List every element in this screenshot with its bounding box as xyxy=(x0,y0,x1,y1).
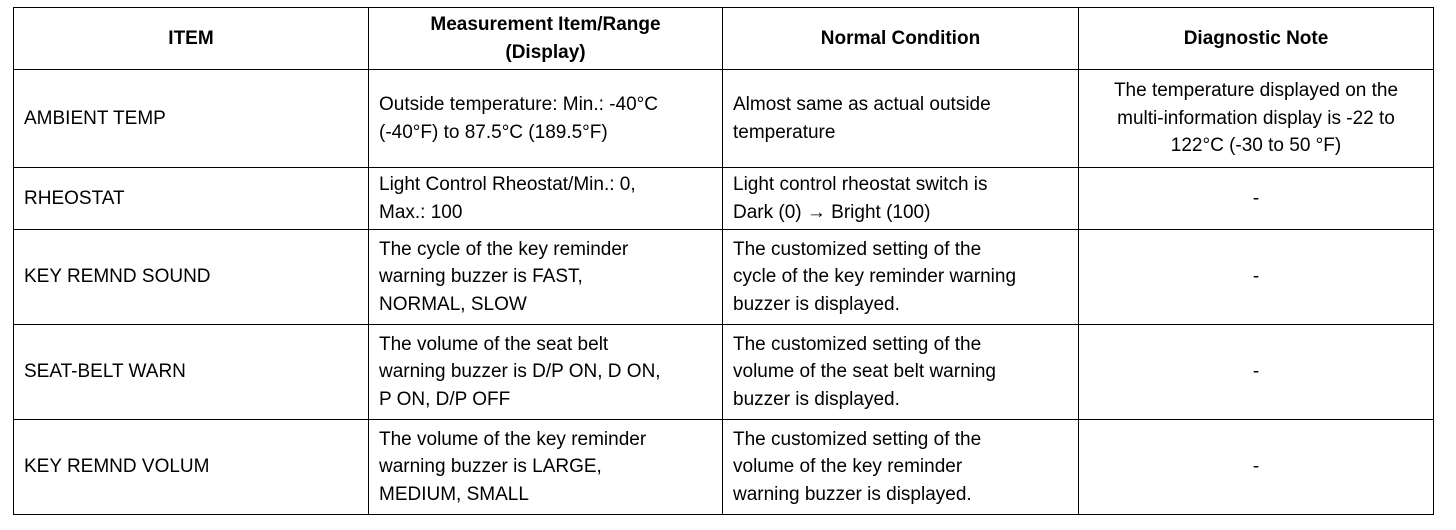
header-normal-condition: Normal Condition xyxy=(723,8,1079,70)
header-measurement-line: (Display) xyxy=(505,41,586,63)
diagnostic-note-cell: - xyxy=(1079,168,1434,230)
diagnostic-table-container xyxy=(13,7,1434,515)
item-cell: SEAT-BELT WARN xyxy=(14,325,369,420)
diagnostic-note-cell: - xyxy=(1079,230,1434,325)
item-cell: KEY REMND SOUND xyxy=(14,230,369,325)
header-measurement-line: Measurement Item/Range xyxy=(430,14,661,35)
diagnostic-note-cell: The temperature displayed on the multi-information display is -22 to 122°C (-30 to 50 °F) xyxy=(1079,70,1434,168)
item-cell: AMBIENT TEMP xyxy=(14,70,369,168)
header-row xyxy=(14,8,1434,70)
item-cell: RHEOSTAT xyxy=(14,168,369,230)
normal-condition-cell: The customized setting of the volume of the seat belt warning buzzer is displayed. xyxy=(723,325,1079,420)
header-diagnostic-note: Diagnostic Note xyxy=(1079,8,1434,70)
diagnostic-note-cell: - xyxy=(1079,420,1434,515)
diagnostic-note-cell: - xyxy=(1079,325,1434,420)
diagnostic-table xyxy=(13,7,1434,515)
table-row xyxy=(14,70,1434,168)
header-measurement xyxy=(369,8,723,70)
table-row xyxy=(14,325,1434,420)
normal-condition-cell: Almost same as actual outside temperature xyxy=(723,70,1079,168)
header-item: ITEM xyxy=(14,8,369,70)
table-row xyxy=(14,230,1434,325)
measurement-cell: The volume of the key reminder warning buzzer is LARGE, MEDIUM, SMALL xyxy=(369,420,723,515)
normal-condition-cell: The customized setting of the cycle of the key reminder warning buzzer is displayed. xyxy=(723,230,1079,325)
normal-condition-cell: The customized setting of the volume of the key reminder warning buzzer is displayed. xyxy=(723,420,1079,515)
table-row xyxy=(14,420,1434,515)
measurement-cell: The volume of the seat belt warning buzzer is D/P ON, D ON, P ON, D/P OFF xyxy=(369,325,723,420)
measurement-cell: Outside temperature: Min.: -40°C (-40°F) to 87.5°C (189.5°F) xyxy=(369,70,723,168)
normal-condition-cell: Light control rheostat switch is Dark (0) → Bright (100) xyxy=(723,168,1079,230)
measurement-cell: The cycle of the key reminder warning buzzer is FAST, NORMAL, SLOW xyxy=(369,230,723,325)
item-cell: KEY REMND VOLUM xyxy=(14,420,369,515)
measurement-cell: Light Control Rheostat/Min.: 0, Max.: 100 xyxy=(369,168,723,230)
table-row xyxy=(14,168,1434,230)
